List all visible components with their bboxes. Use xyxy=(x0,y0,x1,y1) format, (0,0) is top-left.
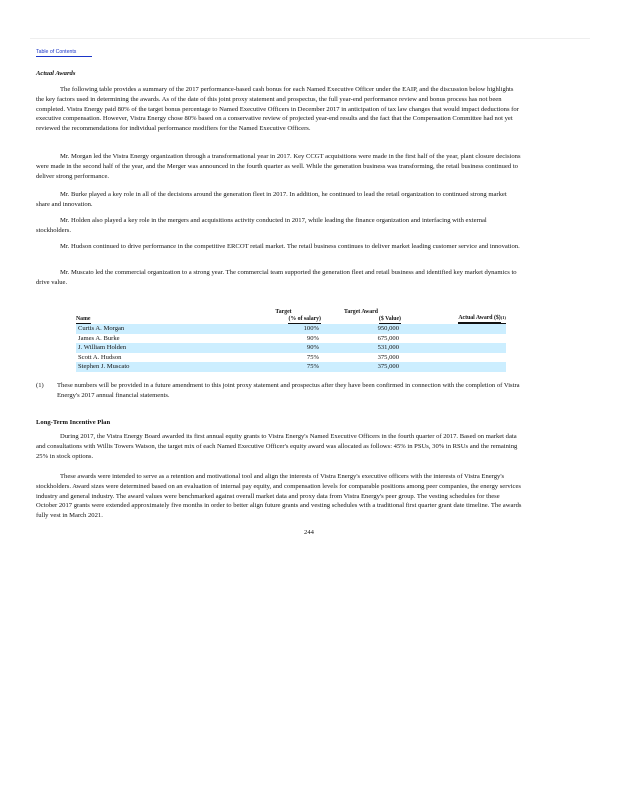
table-row xyxy=(76,353,506,363)
footnote xyxy=(36,381,522,401)
header-target-line1: Target xyxy=(275,309,292,315)
section-heading-actual-awards: Actual Awards xyxy=(36,70,76,77)
cell-name: James A. Burke xyxy=(78,334,120,342)
table-row xyxy=(76,324,506,334)
bonus-table xyxy=(76,309,506,372)
cell-actual xyxy=(401,324,506,334)
cell-name: Stephen J. Muscato xyxy=(76,362,246,372)
page-number: 244 xyxy=(304,529,314,536)
table-row xyxy=(76,334,506,344)
cell-actual xyxy=(401,353,506,363)
cell-name: Scott A. Hudson xyxy=(78,353,122,361)
cell-award: 375,000 xyxy=(321,362,401,372)
header-award-line2: ($ Value) xyxy=(378,316,401,322)
cell-name: J. William Holden xyxy=(76,343,246,353)
paragraph: The following table provides a summary of the 2017 performance-based cash bonus for each Named Executive Officer under the EAIP, and the discussion below highlights the key factors used in determining the awards. As of the date of this joint proxy statement and prospectus, the full year-end performance review and bonus process has not been completed. Vistra Energy paid 80% of the target bonus percentage to Named Executive Officers in December 2017 in anticipation of tax law changes that would impact deductions for executive compensation. However, Vistra Energy chose 80% based on a conservative review of projected year-end results and the fact that the Compensation Committee had not yet reviewed the recommendations for individual performance modifiers for the Named Executive Officers. xyxy=(36,86,519,133)
paragraph: Mr. Hudson continued to drive performance in the competitive ERCOT retail market. The retail business continues to deliver market leading customer service and innovation. xyxy=(60,243,520,250)
header-award-line1: Target Award xyxy=(344,309,378,315)
table-header-row xyxy=(76,309,506,324)
footnote-marker: (1) xyxy=(36,382,44,389)
section-heading-ltip: Long-Term Incentive Plan xyxy=(36,419,111,426)
cell-target: 75% xyxy=(306,353,319,361)
cell-target: 90% xyxy=(246,343,321,353)
table-row xyxy=(76,343,506,353)
cell-target: 100% xyxy=(246,324,321,334)
table-row xyxy=(76,362,506,372)
footnote-text: These numbers will be provided in a future amendment to this joint proxy statement and prospectus after they have been confirmed in connection with the completion of Vistra Energy's 2017 annual financial statements. xyxy=(57,382,520,399)
header-actual-footnote-ref: (1) xyxy=(500,315,506,320)
paragraph: During 2017, the Vistra Energy Board awarded its first annual equity grants to Vistra Energy's Named Executive Officers in the fourth quarter of 2017. Based on market data and consultations with Willis Towers Watson, the target mix of each Named Executive Officer's equity award was allocated as follows: 45% in PSUs, 30% in RSUs and the remaining 25% in stock options. xyxy=(36,433,518,460)
paragraph: Mr. Burke played a key role in all of the decisions around the generation fleet in 2017. In addition, he continued to lead the retail organization to continued strong market share and innovation. xyxy=(36,191,507,208)
cell-target: 90% xyxy=(306,334,319,342)
paragraph: These awards were intended to serve as a retention and motivational tool and align the interests of Vistra Energy's executive officers with the interests of Vistra Energy's stockholders. Award sizes were determined based on an evaluation of internal pay equity, and compensation levels for comparable positions among peer companies, the energy services industry and general industry. The award values were benchmarked against overall market data and proxy data from Vistra Energy's peer group. The vesting schedules for these October 2017 grants were extended approximately five months in order to better align future grants and vesting schedules with a traditional first quarter grant date timeline. The awards fully vest in March 2021. xyxy=(36,473,522,520)
paragraph: Mr. Holden also played a key role in the mergers and acquisitions activity conducted in 2017, while leading the finance organization and interfacing with external stockholders. xyxy=(36,217,487,234)
table-of-contents-link[interactable]: Table of Contents xyxy=(36,48,92,57)
paragraph: Mr. Morgan led the Vistra Energy organization through a transformational year in 2017. Key CCGT acquisitions were made in the first half of the year, plant closure decisions were made in the second half of the year, and the Merger was announced in the fourth quarter as well. While the generation business was transforming, the retail business continued to deliver strong performance. xyxy=(36,153,521,180)
cell-name: Curtis A. Morgan xyxy=(76,324,246,334)
header-actual: Actual Award ($) xyxy=(458,315,501,321)
cell-actual xyxy=(401,343,506,353)
cell-actual xyxy=(401,334,506,344)
cell-award: 531,000 xyxy=(321,343,401,353)
header-name: Name xyxy=(76,316,91,322)
cell-target: 75% xyxy=(246,362,321,372)
paragraph: Mr. Muscato led the commercial organization to a strong year. The commercial team supported the generation fleet and retail business and identified key market dynamics to drive value. xyxy=(36,269,517,286)
header-target-line2: (% of salary) xyxy=(288,316,321,322)
cell-award: 375,000 xyxy=(377,353,399,361)
cell-actual xyxy=(401,362,506,372)
page-top-border xyxy=(30,38,590,39)
cell-award: 950,000 xyxy=(321,324,401,334)
cell-award: 675,000 xyxy=(377,334,399,342)
